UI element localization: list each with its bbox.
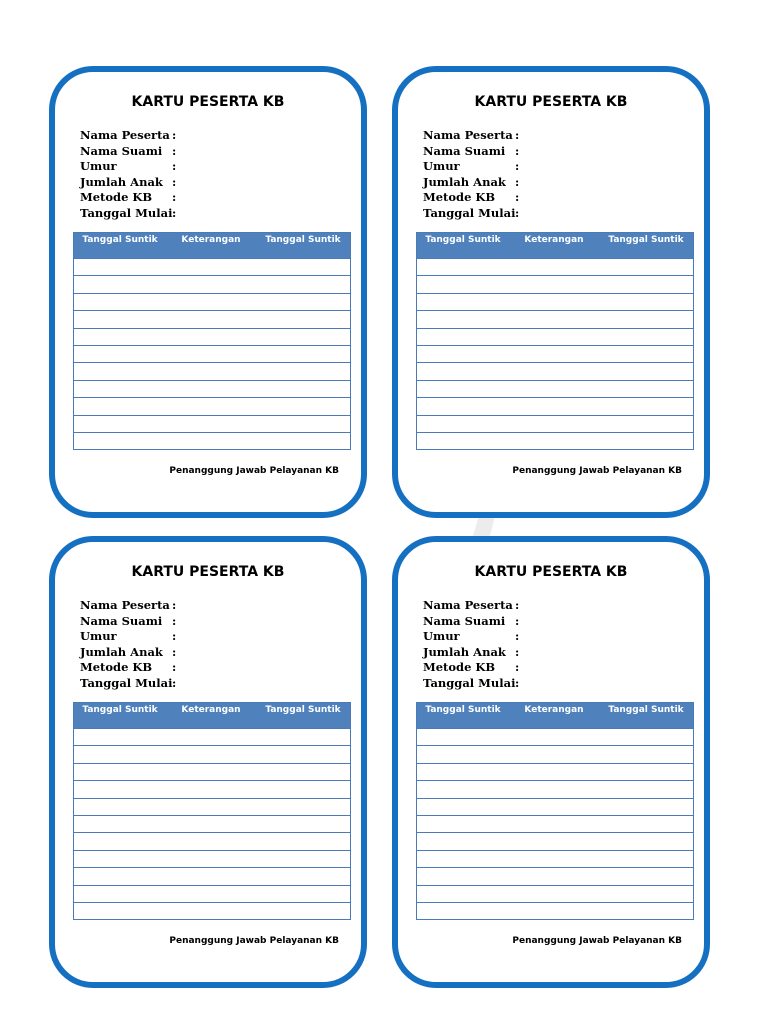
field-label: Jumlah Anak bbox=[423, 644, 506, 659]
field-row bbox=[80, 128, 176, 144]
table-header bbox=[74, 233, 350, 258]
field-separator: : bbox=[515, 675, 520, 690]
table-header bbox=[417, 233, 693, 258]
field-separator: : bbox=[515, 143, 520, 158]
table-row[interactable] bbox=[417, 380, 693, 397]
field-label: Nama Peserta bbox=[80, 128, 170, 142]
column-header: Tanggal Suntik bbox=[265, 705, 341, 715]
field-separator: : bbox=[515, 174, 520, 189]
field-separator: : bbox=[515, 660, 520, 674]
field-label: Jumlah Anak bbox=[80, 174, 163, 189]
field-separator: : bbox=[172, 644, 177, 659]
table-row[interactable] bbox=[417, 275, 693, 292]
field-label: Metode KB bbox=[80, 660, 153, 674]
table-row[interactable] bbox=[74, 345, 350, 362]
field-separator: : bbox=[172, 660, 177, 674]
table-row[interactable] bbox=[417, 258, 693, 275]
column-header: Tanggal Suntik bbox=[608, 705, 684, 715]
field-separator: : bbox=[172, 174, 177, 189]
field-row bbox=[80, 175, 176, 191]
table-row[interactable] bbox=[74, 380, 350, 397]
table-row[interactable] bbox=[417, 902, 693, 919]
field-list bbox=[80, 598, 176, 691]
participant-card-1 bbox=[49, 66, 367, 518]
table-row[interactable] bbox=[417, 362, 693, 379]
table-row[interactable] bbox=[74, 798, 350, 815]
field-row bbox=[80, 629, 176, 645]
column-header: Keterangan bbox=[181, 235, 241, 245]
table-row[interactable] bbox=[417, 310, 693, 327]
column-header: Keterangan bbox=[524, 705, 584, 715]
field-label: Metode KB bbox=[80, 190, 153, 204]
field-row bbox=[423, 660, 519, 676]
signature-label: Penanggung Jawab Pelayanan KB bbox=[169, 466, 339, 476]
column-header: Tanggal Suntik bbox=[82, 705, 158, 715]
table-row[interactable] bbox=[74, 850, 350, 867]
card-title: KARTU PESERTA KB bbox=[131, 564, 285, 580]
table-row[interactable] bbox=[74, 258, 350, 275]
field-row bbox=[423, 598, 519, 614]
field-row bbox=[423, 206, 519, 222]
field-separator: : bbox=[172, 675, 177, 690]
table-row[interactable] bbox=[74, 867, 350, 884]
field-label: Nama Peserta bbox=[423, 598, 513, 612]
column-header: Tanggal Suntik bbox=[82, 235, 158, 245]
table-row[interactable] bbox=[417, 815, 693, 832]
injection-table bbox=[416, 702, 694, 920]
table-row[interactable] bbox=[74, 902, 350, 919]
table-row[interactable] bbox=[417, 415, 693, 432]
table-row[interactable] bbox=[74, 275, 350, 292]
table-row[interactable] bbox=[417, 432, 693, 449]
table-row[interactable] bbox=[417, 885, 693, 902]
field-list bbox=[423, 598, 519, 691]
participant-card-2 bbox=[392, 66, 710, 518]
field-label: Nama Suami bbox=[423, 143, 506, 158]
card-title: KARTU PESERTA KB bbox=[131, 94, 285, 110]
field-row bbox=[80, 144, 176, 160]
field-separator: : bbox=[172, 598, 177, 612]
field-list bbox=[80, 128, 176, 221]
table-row[interactable] bbox=[74, 362, 350, 379]
field-label: Jumlah Anak bbox=[80, 644, 163, 659]
field-label: Umur bbox=[423, 629, 460, 643]
field-label: Nama Suami bbox=[80, 143, 163, 158]
field-label: Umur bbox=[423, 159, 460, 173]
column-header: Keterangan bbox=[524, 235, 584, 245]
table-row[interactable] bbox=[74, 885, 350, 902]
table-row[interactable] bbox=[417, 745, 693, 762]
table-row[interactable] bbox=[417, 293, 693, 310]
table-row[interactable] bbox=[74, 432, 350, 449]
table-row[interactable] bbox=[417, 345, 693, 362]
field-row bbox=[423, 144, 519, 160]
field-separator: : bbox=[172, 143, 177, 158]
injection-table bbox=[73, 702, 351, 920]
field-label: Nama Suami bbox=[80, 613, 163, 628]
table-row[interactable] bbox=[74, 780, 350, 797]
field-label: Nama Suami bbox=[423, 613, 506, 628]
field-separator: : bbox=[515, 159, 520, 173]
table-row[interactable] bbox=[74, 415, 350, 432]
column-header: Tanggal Suntik bbox=[608, 235, 684, 245]
field-separator: : bbox=[172, 190, 177, 204]
field-separator: : bbox=[172, 128, 177, 142]
field-row bbox=[423, 676, 519, 692]
table-row[interactable] bbox=[417, 867, 693, 884]
table-row[interactable] bbox=[417, 832, 693, 849]
field-label: Jumlah Anak bbox=[423, 174, 506, 189]
column-header: Tanggal Suntik bbox=[425, 235, 501, 245]
field-row bbox=[80, 598, 176, 614]
field-label: Umur bbox=[80, 629, 117, 643]
table-header bbox=[74, 703, 350, 728]
field-separator: : bbox=[172, 205, 177, 220]
field-row bbox=[80, 614, 176, 630]
table-row[interactable] bbox=[74, 832, 350, 849]
participant-card-4 bbox=[392, 536, 710, 988]
injection-table bbox=[416, 232, 694, 450]
field-separator: : bbox=[172, 629, 177, 643]
table-row[interactable] bbox=[74, 397, 350, 414]
field-row bbox=[423, 629, 519, 645]
field-row bbox=[80, 190, 176, 206]
table-row[interactable] bbox=[417, 850, 693, 867]
field-row bbox=[423, 614, 519, 630]
card-title: KARTU PESERTA KB bbox=[474, 94, 628, 110]
field-separator: : bbox=[172, 159, 177, 173]
field-label: Umur bbox=[80, 159, 117, 173]
field-separator: : bbox=[515, 629, 520, 643]
field-label: Metode KB bbox=[423, 660, 496, 674]
field-label: Metode KB bbox=[423, 190, 496, 204]
signature-label: Penanggung Jawab Pelayanan KB bbox=[169, 936, 339, 946]
column-header: Tanggal Suntik bbox=[265, 235, 341, 245]
table-header bbox=[417, 703, 693, 728]
table-row[interactable] bbox=[417, 763, 693, 780]
table-row[interactable] bbox=[417, 798, 693, 815]
field-row bbox=[423, 175, 519, 191]
table-row[interactable] bbox=[74, 728, 350, 745]
field-label: Nama Peserta bbox=[80, 598, 170, 612]
card-title: KARTU PESERTA KB bbox=[474, 564, 628, 580]
field-label: Tanggal Mulai bbox=[423, 205, 516, 220]
table-row[interactable] bbox=[74, 745, 350, 762]
field-separator: : bbox=[515, 190, 520, 204]
field-separator: : bbox=[515, 644, 520, 659]
participant-card-3 bbox=[49, 536, 367, 988]
injection-table bbox=[73, 232, 351, 450]
field-row bbox=[80, 645, 176, 661]
field-label: Tanggal Mulai bbox=[80, 675, 173, 690]
field-row bbox=[423, 128, 519, 144]
field-label: Nama Peserta bbox=[423, 128, 513, 142]
table-row[interactable] bbox=[74, 293, 350, 310]
field-separator: : bbox=[172, 613, 177, 628]
table-row[interactable] bbox=[74, 310, 350, 327]
table-row[interactable] bbox=[417, 328, 693, 345]
field-row bbox=[80, 676, 176, 692]
field-separator: : bbox=[515, 128, 520, 142]
field-row bbox=[80, 159, 176, 175]
signature-label: Penanggung Jawab Pelayanan KB bbox=[512, 936, 682, 946]
table-row[interactable] bbox=[417, 780, 693, 797]
field-separator: : bbox=[515, 598, 520, 612]
table-row[interactable] bbox=[74, 328, 350, 345]
field-row bbox=[80, 660, 176, 676]
table-row[interactable] bbox=[417, 397, 693, 414]
column-header: Tanggal Suntik bbox=[425, 705, 501, 715]
field-label: Tanggal Mulai bbox=[423, 675, 516, 690]
field-separator: : bbox=[515, 205, 520, 220]
table-row[interactable] bbox=[74, 815, 350, 832]
table-row[interactable] bbox=[417, 728, 693, 745]
field-list bbox=[423, 128, 519, 221]
field-separator: : bbox=[515, 613, 520, 628]
field-label: Tanggal Mulai bbox=[80, 205, 173, 220]
signature-label: Penanggung Jawab Pelayanan KB bbox=[512, 466, 682, 476]
table-row[interactable] bbox=[74, 763, 350, 780]
field-row bbox=[80, 206, 176, 222]
column-header: Keterangan bbox=[181, 705, 241, 715]
field-row bbox=[423, 645, 519, 661]
field-row bbox=[423, 159, 519, 175]
field-row bbox=[423, 190, 519, 206]
